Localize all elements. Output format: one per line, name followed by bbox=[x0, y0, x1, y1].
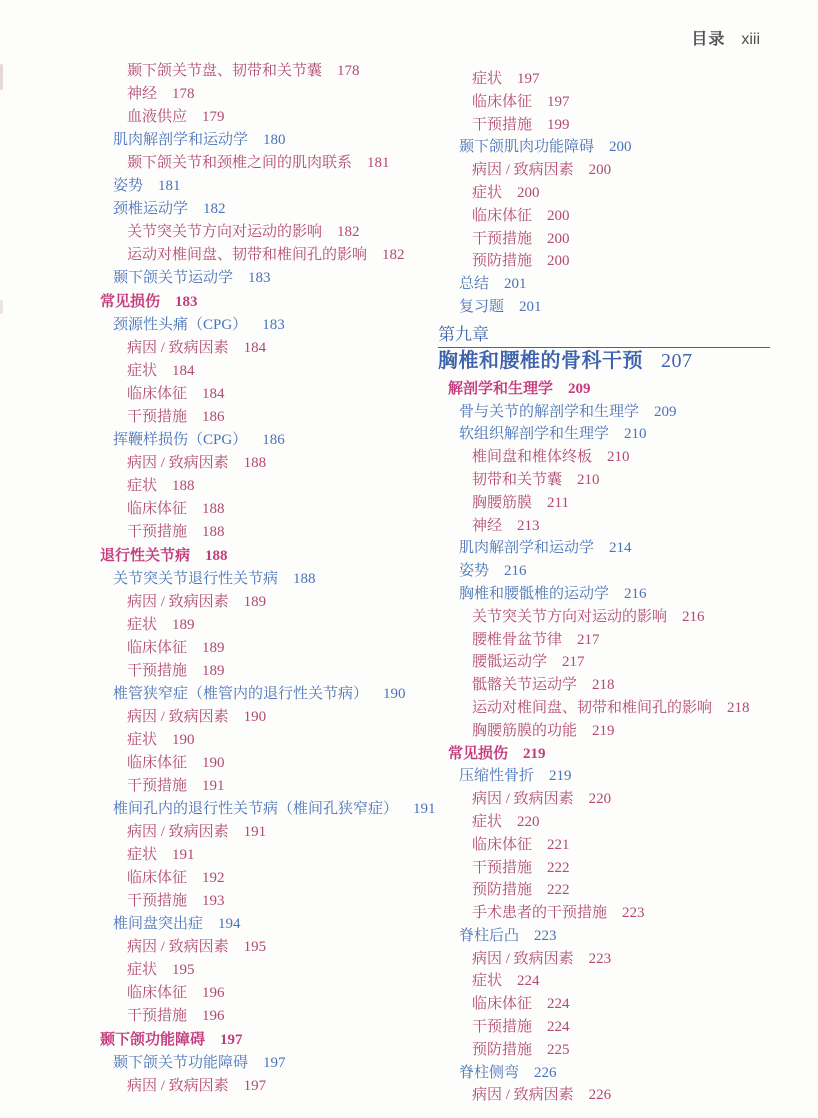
toc-entry bbox=[472, 1039, 770, 1062]
toc-entry-text: 椎管狭窄症（椎管内的退行性关节病） bbox=[113, 686, 369, 702]
toc-entry-text: 颈源性头痛（CPG） bbox=[113, 317, 248, 333]
toc-entry bbox=[127, 152, 440, 175]
toc-entry-text: 临床体征 bbox=[127, 985, 188, 1001]
toc-entry bbox=[127, 936, 440, 959]
toc-entry-text: 症状 bbox=[127, 962, 158, 978]
toc-entry-text: 临床体征 bbox=[127, 640, 188, 656]
toc-entry-text: 颞下颌功能障碍 bbox=[100, 1031, 206, 1048]
toc-entry-text: 第九章 bbox=[438, 324, 489, 344]
toc-entry-page: 224 bbox=[517, 973, 540, 990]
toc-entry bbox=[113, 267, 440, 290]
toc-entry-page: 184 bbox=[243, 340, 267, 356]
toc-entry-text: 关节突关节退行性关节病 bbox=[113, 571, 279, 587]
chapter-title bbox=[438, 348, 770, 374]
toc-entry-page: 189 bbox=[202, 640, 225, 656]
toc-entry-text: 干预措施 bbox=[472, 1019, 533, 1036]
toc-entry-page: 213 bbox=[517, 517, 540, 534]
toc-entry bbox=[127, 60, 440, 83]
toc-entry-text: 症状 bbox=[472, 973, 503, 990]
toc-entry-page: 179 bbox=[202, 109, 225, 125]
toc-entry-page: 223 bbox=[622, 905, 645, 922]
toc-entry-page: 188 bbox=[293, 571, 316, 587]
toc-entry-text: 运动对椎间盘、韧带和椎间孔的影响 bbox=[472, 699, 713, 716]
toc-entry-page: 226 bbox=[588, 1087, 612, 1104]
toc-entry bbox=[459, 273, 770, 296]
toc-entry bbox=[459, 296, 770, 319]
toc-entry-text: 症状 bbox=[127, 478, 158, 494]
toc-entry-text: 症状 bbox=[127, 617, 158, 633]
toc-entry bbox=[472, 788, 770, 811]
toc-entry bbox=[459, 765, 770, 788]
toc-entry-text: 退行性关节病 bbox=[100, 547, 191, 564]
toc-entry-text: 临床体征 bbox=[127, 870, 188, 886]
toc-entry-text: 病因 / 致病因素 bbox=[127, 455, 229, 471]
toc-entry bbox=[472, 182, 770, 205]
toc-entry-text: 干预措施 bbox=[472, 859, 533, 876]
toc-entry bbox=[113, 683, 440, 706]
toc-entry-page: 193 bbox=[202, 893, 225, 909]
toc-entry-text: 姿势 bbox=[113, 178, 144, 194]
toc-entry-page: 200 bbox=[588, 162, 612, 179]
toc-entry bbox=[472, 993, 770, 1016]
toc-entry bbox=[472, 1084, 770, 1107]
toc-entry-text: 症状 bbox=[472, 184, 503, 201]
toc-entry-text: 临床体征 bbox=[472, 836, 533, 853]
toc-entry-page: 219 bbox=[592, 722, 615, 739]
toc-entry-text: 椎间盘和椎体终板 bbox=[472, 449, 593, 466]
toc-entry bbox=[113, 198, 440, 221]
toc-entry-page: 183 bbox=[248, 270, 271, 286]
toc-entry bbox=[459, 583, 770, 606]
toc-entry-page: 218 bbox=[727, 699, 750, 716]
toc-entry-page: 182 bbox=[382, 247, 405, 263]
toc-entry bbox=[127, 383, 440, 406]
toc-entry bbox=[459, 1062, 770, 1085]
toc-entry-page: 189 bbox=[172, 617, 195, 633]
toc-entry bbox=[127, 775, 440, 798]
toc-entry-text: 颈椎运动学 bbox=[113, 201, 189, 217]
toc-entry-page: 190 bbox=[202, 755, 225, 771]
toc-entry bbox=[100, 290, 440, 314]
toc-entry bbox=[472, 674, 770, 697]
toc-entry-text: 胸腰筋膜 bbox=[472, 494, 533, 511]
toc-entry-text: 干预措施 bbox=[127, 409, 188, 425]
toc-entry bbox=[113, 568, 440, 591]
toc-entry-page: 188 bbox=[172, 478, 195, 494]
toc-entry bbox=[459, 537, 770, 560]
toc-entry-text: 神经 bbox=[472, 517, 503, 534]
toc-entry-text: 临床体征 bbox=[472, 93, 533, 110]
toc-entry bbox=[113, 314, 440, 337]
toc-entry-text: 症状 bbox=[127, 363, 158, 379]
toc-entry-text: 骶髂关节运动学 bbox=[472, 677, 578, 694]
toc-entry-text: 症状 bbox=[127, 732, 158, 748]
toc-entry bbox=[472, 228, 770, 251]
toc-entry bbox=[459, 925, 770, 948]
toc-entry bbox=[113, 429, 440, 452]
toc-entry-text: 手术患者的干预措施 bbox=[472, 905, 608, 922]
scan-artifact bbox=[0, 300, 3, 314]
toc-entry bbox=[127, 83, 440, 106]
toc-entry bbox=[472, 469, 770, 492]
page-number: xiii bbox=[741, 31, 760, 48]
toc-entry-page: 191 bbox=[413, 801, 436, 817]
toc-entry-text: 颞下颌关节盘、韧带和关节囊 bbox=[127, 63, 323, 79]
toc-entry-text: 症状 bbox=[472, 71, 503, 87]
toc-entry-page: 182 bbox=[337, 224, 360, 240]
toc-entry bbox=[127, 591, 440, 614]
toc-entry bbox=[127, 821, 440, 844]
toc-entry-text: 椎间孔内的退行性关节病（椎间孔狭窄症） bbox=[113, 801, 399, 817]
toc-entry bbox=[127, 890, 440, 913]
toc-entry-text: 病因 / 致病因素 bbox=[472, 791, 574, 808]
toc-entry bbox=[472, 91, 770, 114]
toc-entry-page: 217 bbox=[562, 654, 585, 671]
toc-entry-page: 194 bbox=[218, 916, 241, 932]
toc-entry-text: 关节突关节方向对运动的影响 bbox=[127, 224, 323, 240]
toc-entry bbox=[127, 1075, 440, 1098]
toc-entry-text: 韧带和关节囊 bbox=[472, 471, 563, 488]
toc-entry bbox=[459, 401, 770, 424]
toc-entry bbox=[459, 423, 770, 446]
toc-entry-page: 186 bbox=[202, 409, 225, 425]
toc-entry bbox=[113, 175, 440, 198]
toc-entry-text: 干预措施 bbox=[127, 893, 188, 909]
toc-entry bbox=[127, 337, 440, 360]
toc-entry-text: 病因 / 致病因素 bbox=[472, 950, 574, 967]
scan-artifact bbox=[0, 64, 3, 90]
toc-entry-page: 226 bbox=[534, 1064, 557, 1081]
toc-entry-text: 临床体征 bbox=[127, 501, 188, 517]
toc-entry bbox=[127, 637, 440, 660]
toc-entry bbox=[472, 250, 770, 273]
toc-entry-page: 189 bbox=[202, 663, 225, 679]
toc-entry-page: 191 bbox=[243, 824, 267, 840]
toc-entry-page: 218 bbox=[592, 677, 615, 694]
toc-entry bbox=[472, 811, 770, 834]
toc-entry-text: 姿势 bbox=[459, 563, 490, 580]
toc-entry-page: 192 bbox=[202, 870, 225, 886]
toc-entry-text: 病因 / 致病因素 bbox=[472, 1087, 574, 1104]
toc-entry-page: 188 bbox=[243, 455, 267, 471]
toc-entry bbox=[472, 515, 770, 538]
toc-entry-page: 223 bbox=[534, 927, 557, 944]
toc-entry-page: 200 bbox=[547, 230, 570, 247]
toc-entry-text: 病因 / 致病因素 bbox=[127, 939, 229, 955]
toc-entry-page: 190 bbox=[383, 686, 406, 702]
toc-entry-text: 症状 bbox=[472, 813, 503, 830]
toc-entry-text: 预防措施 bbox=[472, 882, 533, 899]
toc-entry-text: 运动对椎间盘、韧带和椎间孔的影响 bbox=[127, 247, 368, 263]
toc-entry-page: 209 bbox=[568, 380, 591, 397]
toc-entry bbox=[113, 129, 440, 152]
toc-entry-page: 225 bbox=[547, 1041, 570, 1058]
toc-entry-text: 临床体征 bbox=[127, 755, 188, 771]
toc-entry-page: 191 bbox=[172, 847, 195, 863]
toc-entry bbox=[472, 446, 770, 469]
toc-entry-page: 201 bbox=[519, 298, 542, 315]
toc-entry bbox=[127, 521, 440, 544]
toc-entry bbox=[113, 913, 440, 936]
toc-column-right bbox=[438, 68, 770, 1107]
toc-entry-page: 196 bbox=[202, 1008, 225, 1024]
toc-entry-page: 191 bbox=[202, 778, 225, 794]
toc-entry-text: 关节突关节方向对运动的影响 bbox=[472, 608, 668, 625]
toc-entry-page: 189 bbox=[243, 594, 267, 610]
toc-entry bbox=[127, 452, 440, 475]
toc-entry-text: 干预措施 bbox=[127, 778, 188, 794]
toc-entry-text: 压缩性骨折 bbox=[459, 768, 535, 785]
toc-entry-page: 220 bbox=[588, 791, 612, 808]
toc-entry-text: 神经 bbox=[127, 86, 158, 102]
toc-entry-text: 病因 / 致病因素 bbox=[127, 1078, 229, 1094]
toc-entry-page: 196 bbox=[202, 985, 225, 1001]
toc-entry bbox=[459, 560, 770, 583]
toc-entry bbox=[472, 492, 770, 515]
toc-entry-page: 180 bbox=[263, 132, 286, 148]
toc-entry bbox=[472, 970, 770, 993]
toc-entry bbox=[472, 879, 770, 902]
toc-entry-page: 197 bbox=[220, 1032, 243, 1048]
toc-entry-text: 骨与关节的解剖学和生理学 bbox=[459, 403, 640, 420]
toc-entry-page: 181 bbox=[158, 178, 181, 194]
toc-entry-text: 椎间盘突出症 bbox=[113, 916, 204, 932]
toc-entry-page: 216 bbox=[682, 608, 705, 625]
toc-column-left bbox=[100, 60, 440, 1098]
toc-entry bbox=[472, 902, 770, 925]
toc-entry-text: 干预措施 bbox=[127, 524, 188, 540]
chapter-number-label bbox=[438, 324, 770, 348]
toc-entry-page: 181 bbox=[367, 155, 390, 171]
toc-entry bbox=[459, 136, 770, 159]
toc-entry-page: 197 bbox=[243, 1078, 267, 1094]
toc-entry-page: 217 bbox=[577, 631, 600, 648]
toc-entry-text: 挥鞭样损伤（CPG） bbox=[113, 432, 248, 448]
toc-entry-text: 干预措施 bbox=[127, 663, 188, 679]
toc-entry-text: 腰骶运动学 bbox=[472, 654, 548, 671]
toc-entry-text: 颞下颌关节运动学 bbox=[113, 270, 234, 286]
toc-entry-page: 209 bbox=[654, 403, 677, 420]
toc-entry-page: 219 bbox=[549, 768, 572, 785]
toc-entry-page: 184 bbox=[172, 363, 195, 379]
toc-entry-page: 224 bbox=[547, 1019, 570, 1036]
toc-entry-text: 病因 / 致病因素 bbox=[127, 709, 229, 725]
toc-entry-page: 178 bbox=[172, 86, 195, 102]
toc-entry-page: 199 bbox=[547, 116, 570, 133]
toc-entry bbox=[127, 360, 440, 383]
toc-entry-page: 210 bbox=[607, 449, 630, 466]
toc-entry-page: 210 bbox=[577, 471, 600, 488]
toc-entry-text: 肌肉解剖学和运动学 bbox=[459, 540, 595, 557]
toc-entry bbox=[127, 660, 440, 683]
toc-entry-page: 200 bbox=[517, 184, 540, 201]
toc-entry-text: 血液供应 bbox=[127, 109, 188, 125]
toc-entry-text: 症状 bbox=[127, 847, 158, 863]
toc-entry bbox=[472, 857, 770, 880]
toc-entry-text: 脊柱侧弯 bbox=[459, 1064, 520, 1081]
toc-entry bbox=[472, 629, 770, 652]
toc-entry-text: 颞下颌肌肉功能障碍 bbox=[459, 139, 595, 156]
toc-entry-page: 221 bbox=[547, 836, 570, 853]
toc-entry-page: 224 bbox=[547, 996, 570, 1013]
toc-entry-page: 201 bbox=[504, 276, 527, 293]
toc-entry-page: 197 bbox=[263, 1055, 286, 1071]
toc-entry-page: 200 bbox=[547, 253, 570, 270]
toc-entry-text: 胸椎和腰骶椎的运动学 bbox=[459, 585, 610, 602]
toc-entry bbox=[472, 68, 770, 91]
toc-entry-page: 200 bbox=[547, 207, 570, 224]
toc-entry bbox=[127, 614, 440, 637]
toc-entry-page: 220 bbox=[517, 813, 540, 830]
toc-entry-text: 病因 / 致病因素 bbox=[127, 824, 229, 840]
toc-entry-page: 207 bbox=[661, 349, 693, 372]
toc-entry-page: 182 bbox=[203, 201, 226, 217]
toc-entry-text: 总结 bbox=[459, 276, 490, 293]
toc-entry-text: 肌肉解剖学和运动学 bbox=[113, 132, 249, 148]
toc-entry-page: 186 bbox=[262, 432, 285, 448]
toc-entry-page: 190 bbox=[243, 709, 267, 725]
toc-entry bbox=[100, 1028, 440, 1052]
toc-entry bbox=[113, 1052, 440, 1075]
toc-entry-text: 解剖学和生理学 bbox=[448, 379, 554, 397]
toc-entry-text: 复习题 bbox=[459, 298, 505, 315]
toc-entry bbox=[472, 651, 770, 674]
toc-entry-text: 腰椎骨盆节律 bbox=[472, 631, 563, 648]
toc-entry-text: 常见损伤 bbox=[448, 744, 509, 762]
toc-entry-page: 188 bbox=[202, 524, 225, 540]
toc-entry bbox=[127, 959, 440, 982]
toc-entry bbox=[472, 606, 770, 629]
toc-entry bbox=[127, 982, 440, 1005]
toc-entry-page: 188 bbox=[202, 501, 225, 517]
toc-entry-text: 软组织解剖学和生理学 bbox=[459, 426, 610, 443]
toc-entry-page: 197 bbox=[517, 71, 540, 87]
toc-entry bbox=[472, 720, 770, 743]
toc-entry bbox=[448, 743, 770, 766]
toc-entry-text: 颞下颌关节和颈椎之间的肌肉联系 bbox=[127, 155, 353, 171]
toc-entry-text: 临床体征 bbox=[472, 207, 533, 224]
toc-entry bbox=[472, 114, 770, 137]
toc-entry bbox=[127, 244, 440, 267]
toc-entry-text: 胸腰筋膜的功能 bbox=[472, 722, 578, 739]
toc-entry bbox=[472, 1016, 770, 1039]
toc-entry bbox=[472, 205, 770, 228]
toc-entry bbox=[113, 798, 440, 821]
toc-entry-page: 178 bbox=[337, 63, 360, 79]
toc-entry-text: 预防措施 bbox=[472, 1041, 533, 1058]
toc-entry-text: 临床体征 bbox=[127, 386, 188, 402]
toc-entry-text: 常见损伤 bbox=[100, 293, 161, 310]
toc-entry-text: 干预措施 bbox=[472, 116, 533, 133]
toc-entry bbox=[127, 406, 440, 429]
toc-entry-page: 219 bbox=[523, 745, 546, 762]
toc-entry-page: 210 bbox=[624, 426, 647, 443]
toc-entry-page: 216 bbox=[504, 563, 527, 580]
toc-entry-text: 病因 / 致病因素 bbox=[127, 594, 229, 610]
toc-entry-page: 200 bbox=[609, 139, 632, 156]
toc-entry-page: 188 bbox=[205, 548, 228, 564]
toc-entry-page: 222 bbox=[547, 882, 570, 899]
toc-entry-page: 211 bbox=[547, 494, 569, 511]
toc-entry-text: 病因 / 致病因素 bbox=[127, 340, 229, 356]
toc-entry-text: 干预措施 bbox=[472, 230, 533, 247]
toc-entry-text: 胸椎和腰椎的骨科干预 bbox=[438, 349, 643, 372]
toc-entry-page: 183 bbox=[262, 317, 285, 333]
toc-entry bbox=[448, 378, 770, 401]
toc-entry-text: 干预措施 bbox=[127, 1008, 188, 1024]
toc-entry bbox=[127, 729, 440, 752]
toc-entry bbox=[100, 544, 440, 568]
toc-entry bbox=[127, 844, 440, 867]
toc-entry bbox=[127, 706, 440, 729]
toc-entry-page: 183 bbox=[175, 294, 198, 310]
toc-header-label: 目录 bbox=[691, 31, 726, 48]
toc-entry-page: 195 bbox=[243, 939, 267, 955]
toc-entry bbox=[127, 475, 440, 498]
toc-entry-text: 预防措施 bbox=[472, 253, 533, 270]
toc-entry-page: 214 bbox=[609, 540, 632, 557]
page-header bbox=[691, 26, 760, 49]
toc-entry-text: 颞下颌关节功能障碍 bbox=[113, 1055, 249, 1071]
toc-entry bbox=[127, 752, 440, 775]
toc-entry bbox=[127, 1005, 440, 1028]
toc-entry bbox=[127, 867, 440, 890]
toc-entry-page: 216 bbox=[624, 585, 647, 602]
toc-entry-text: 脊柱后凸 bbox=[459, 927, 520, 944]
toc-entry bbox=[127, 221, 440, 244]
toc-entry-page: 184 bbox=[202, 386, 225, 402]
toc-entry bbox=[472, 697, 770, 720]
toc-entry-page: 190 bbox=[172, 732, 195, 748]
toc-entry-text: 病因 / 致病因素 bbox=[472, 162, 574, 179]
toc-entry bbox=[127, 106, 440, 129]
toc-entry bbox=[127, 498, 440, 521]
toc-entry bbox=[472, 834, 770, 857]
toc-entry-page: 222 bbox=[547, 859, 570, 876]
toc-entry-page: 197 bbox=[547, 93, 570, 110]
toc-entry-page: 223 bbox=[588, 950, 612, 967]
toc-entry-page: 195 bbox=[172, 962, 195, 978]
toc-entry bbox=[472, 948, 770, 971]
toc-entry bbox=[472, 159, 770, 182]
toc-entry-text: 临床体征 bbox=[472, 996, 533, 1013]
